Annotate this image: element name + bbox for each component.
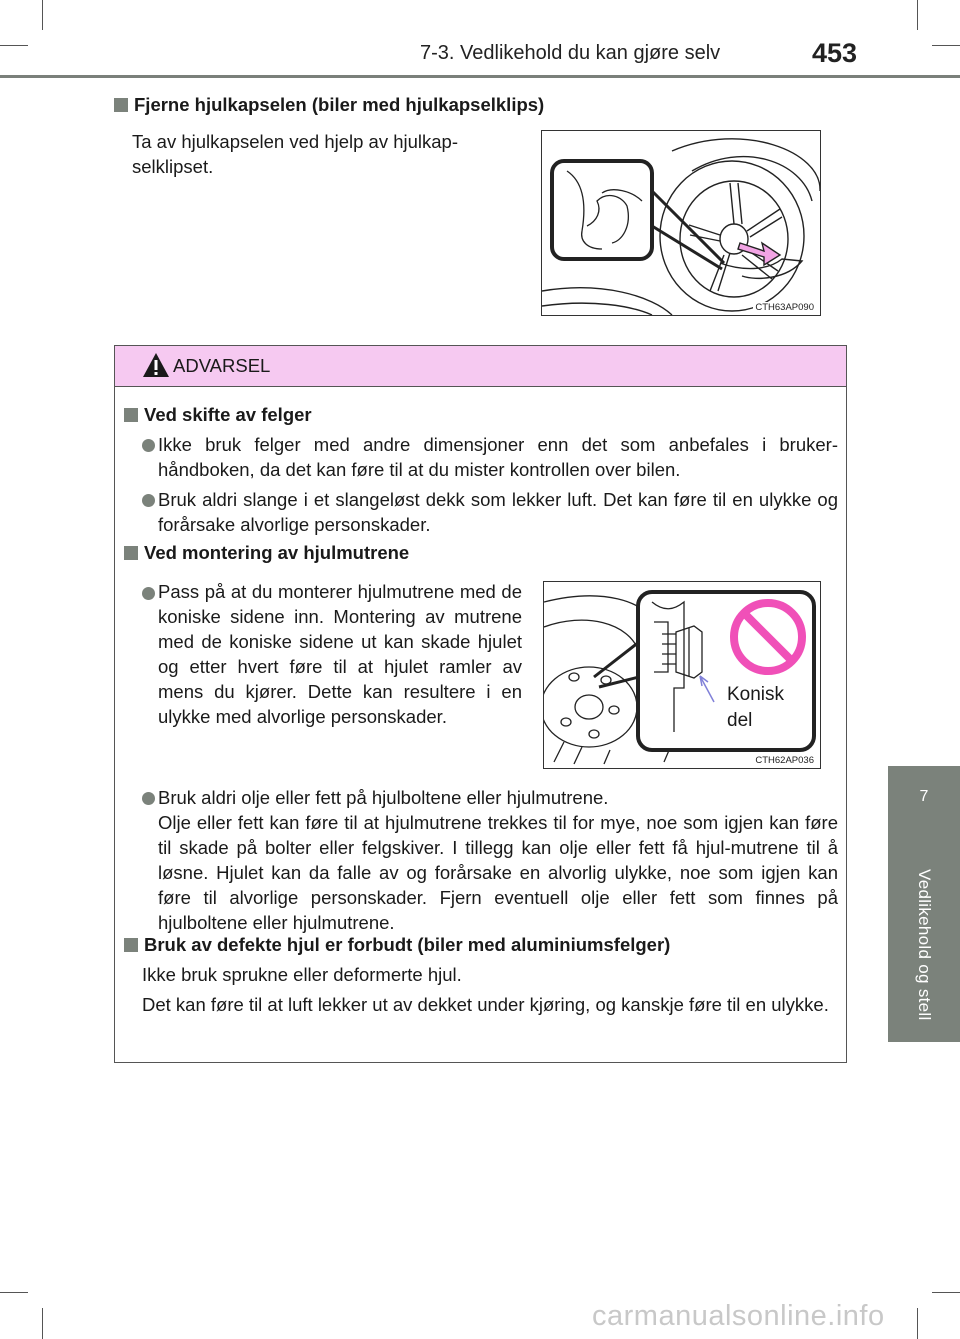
crop-mark — [932, 1292, 960, 1293]
crop-mark — [917, 1308, 918, 1339]
header-rule — [0, 75, 960, 78]
watermark: carmanualsonline.info — [592, 1300, 885, 1332]
warning-bullet: Ikke bruk felger med andre dimensjoner enn det som anbefales i bruker-håndboken, da det kan føre til at du mister kontrollen over bilen. — [158, 434, 838, 480]
warning-text: Det kan føre til at luft lekker ut av dekket under kjøring, og kanskje føre til en ulykke. — [142, 994, 829, 1015]
crop-mark — [0, 1292, 28, 1293]
warning-bullet: Bruk aldri olje eller fett på hjulboltene eller hjulmutrene. Olje eller fett kan føre til at hjulmutrene trekkes til for mye, noe som igjen kan føre til skade på bolter eller felgskiver. I tillegg kan olje eller fett få hjul-mutrene til å løsne. Hjulet kan da falle av og forårsake en alvorlig ulykke, noe som igjen kan føre til alvorlige personskader. Fjern eventuell olje eller fett som finnes på hjulboltene eller hjulmutrene. — [158, 787, 838, 933]
figure-code: CTH63AP090 — [755, 302, 814, 313]
bullet-icon — [142, 439, 155, 452]
chapter-label: Vedlikehold og stell — [915, 869, 934, 1021]
crop-mark — [42, 0, 43, 30]
wheel-cap-illustration — [542, 131, 820, 315]
warning-header — [115, 346, 846, 387]
figure-code: CTH62AP036 — [755, 755, 814, 766]
warning-box — [114, 345, 847, 1063]
bullet-icon — [142, 494, 155, 507]
square-bullet-icon — [114, 98, 128, 112]
warning-title: ADVARSEL — [173, 355, 271, 376]
crop-mark — [932, 45, 960, 46]
square-bullet-icon — [124, 938, 138, 952]
warning-bullet: Bruk aldri slange i et slangeløst dekk som lekker luft. Det kan føre til en ulykke og forårsake alvorlige personskader. — [158, 489, 838, 535]
intro-heading: Fjerne hjulkapselen (biler med hjulkapselklips) — [114, 94, 544, 116]
crop-mark — [42, 1308, 43, 1339]
warning-triangle-icon — [142, 352, 170, 378]
warning-bullet: Pass på at du monterer hjulmutrene med de koniske sidene inn. Montering av mutrene med de koniske sidene ut kan skade hjulet og etter hvert føre til at hjulet ramler av mens du kjører. Dette kan resultere i en ulykke med alvorlige personskader. — [158, 581, 522, 727]
intro-text: Ta av hjulkapselen ved hjelp av hjulkap- selklipset. — [132, 131, 459, 177]
crop-mark — [0, 45, 28, 46]
bullet-icon — [142, 792, 155, 805]
lug-nut-illustration — [544, 582, 820, 768]
wheel-cap-figure — [541, 130, 821, 316]
lug-nut-figure — [543, 581, 821, 769]
chapter-number: 7 — [919, 788, 929, 805]
chapter-tab — [888, 766, 960, 842]
conical-part-label: Konisk del — [727, 684, 785, 731]
warning-section-heading: Ved montering av hjulmutrene — [124, 542, 409, 564]
section-title: 7-3. Vedlikehold du kan gjøre selv — [420, 42, 721, 64]
crop-mark — [917, 0, 918, 30]
page-number: 453 — [812, 38, 858, 68]
warning-section-heading: Bruk av defekte hjul er forbudt (biler med aluminiumsfelger) — [124, 934, 670, 956]
chapter-label-tab — [888, 842, 960, 1042]
square-bullet-icon — [124, 546, 138, 560]
bullet-icon — [142, 587, 155, 600]
square-bullet-icon — [124, 408, 138, 422]
warning-text: Ikke bruk sprukne eller deformerte hjul. — [142, 964, 462, 985]
warning-section-heading: Ved skifte av felger — [124, 404, 312, 426]
